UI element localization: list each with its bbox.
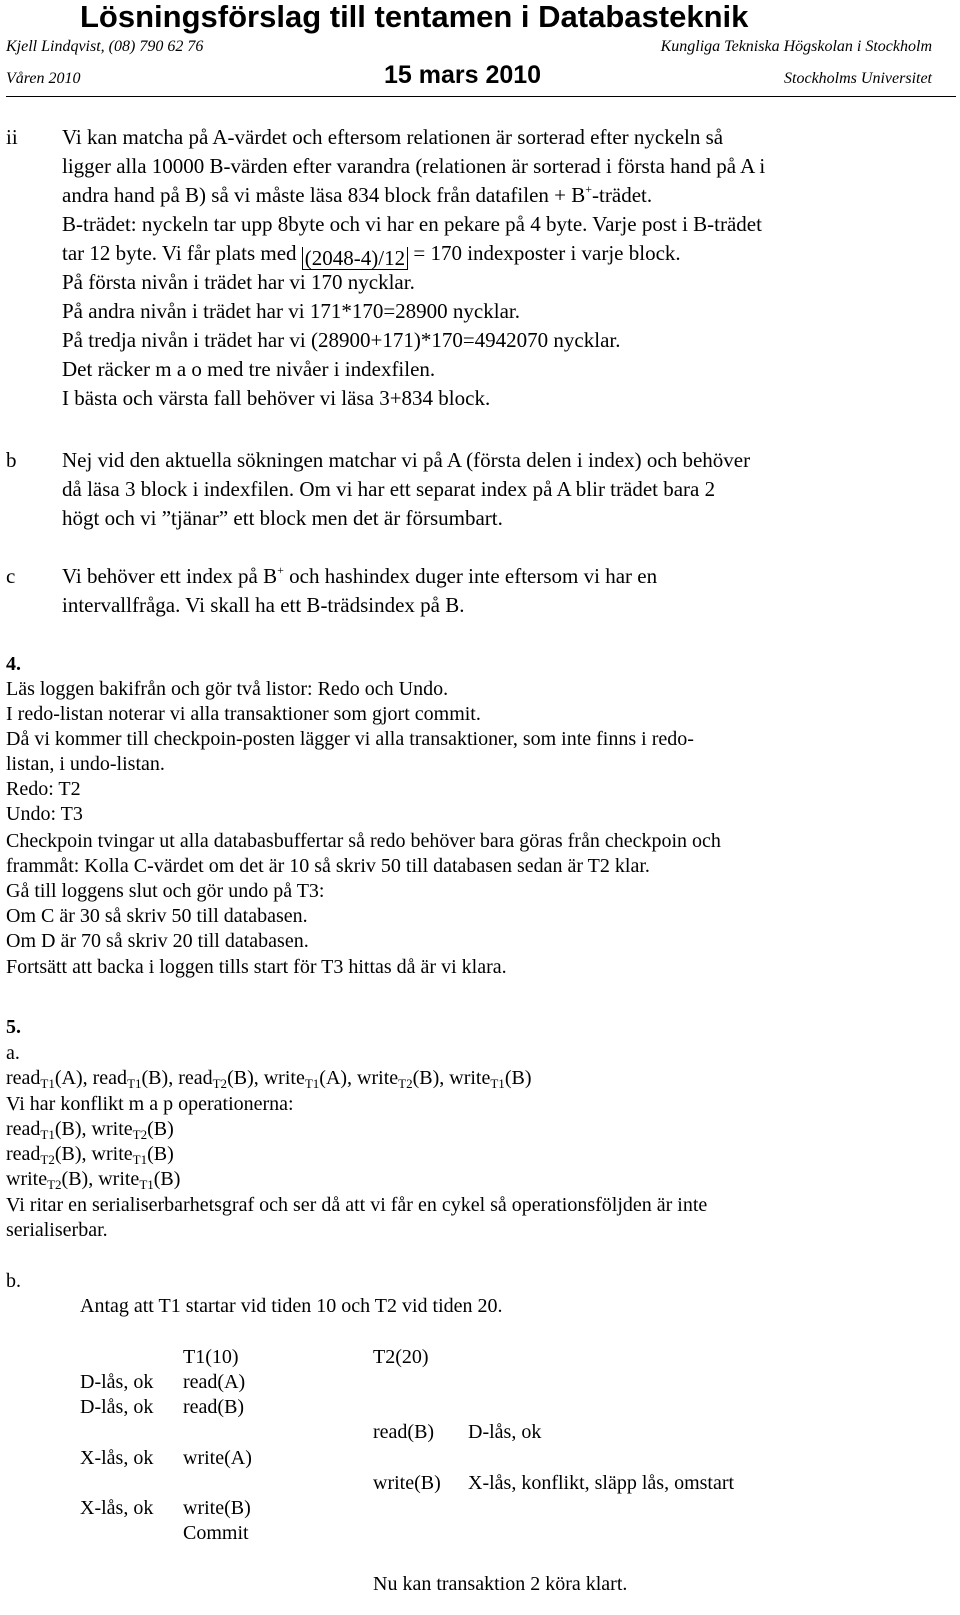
ii-line-5: tar 12 byte. Vi får plats med (2048-4)/12 = 170 indexposter i varje block. — [62, 241, 681, 270]
q4-line-11: Om D är 70 så skriv 20 till databasen. — [6, 930, 309, 952]
ii-line-7: På andra nivån i trädet har vi 171*170=28900 nycklar. — [62, 299, 520, 323]
ii-line-9: Det räcker m a o med tre nivåer i indexfilen. — [62, 357, 436, 381]
b-intro: Antag att T1 startar vid tiden 10 och T2 vid tiden 20. — [80, 1295, 503, 1317]
item-label-ii: ii — [6, 125, 18, 149]
conclusion-1: Vi ritar en serialiserbarhetsgraf och ser då att vi får en cykel så operationsföljden är inte — [6, 1194, 708, 1216]
q5-heading: 5. — [6, 1016, 21, 1038]
col-header-t1: T1(10) — [183, 1346, 239, 1368]
ii-line-1: Vi kan matcha på A-värdet och eftersom relationen är sorterad efter nyckeln så — [62, 125, 724, 149]
document-title: Lösningsförslag till tentamen i Databasteknik — [80, 0, 749, 34]
ii-line-6: På första nivån i trädet har vi 170 nycklar. — [62, 270, 415, 294]
ii-line-3: andra hand på B) så vi måste läsa 834 block från datafilen + B+-trädet. — [62, 182, 653, 207]
row4-op: write(A) — [183, 1447, 252, 1469]
q4-line-10: Om C är 30 så skriv 50 till databasen. — [6, 905, 308, 927]
q4-line-3: Då vi kommer till checkpoin-posten lägger vi alla transaktioner, som inte finns i redo- — [6, 728, 694, 750]
q4-line-5: Redo: T2 — [6, 778, 81, 800]
q4-line-6: Undo: T3 — [6, 803, 83, 825]
ii-line-8: På tredja nivån i trädet har vi (28900+171)*170=4942070 nycklar. — [62, 328, 621, 352]
school-kth: Kungliga Tekniska Högskolan i Stockholm — [660, 38, 932, 55]
conflict-1: read$_{T1}$(B), write$_{T2}$(B) — [6, 1118, 174, 1142]
conclusion-2: serialiserbar. — [6, 1219, 108, 1241]
item-label-b: b — [6, 448, 17, 472]
ii-line-10: I bästa och värsta fall behöver vi läsa 3+834 block. — [62, 386, 491, 410]
final-note: Nu kan transaktion 2 köra klart. — [373, 1573, 628, 1595]
row2-lock: D-lås, ok — [80, 1396, 154, 1418]
q5-b-label: b. — [6, 1270, 21, 1292]
ii-line-2: ligger alla 10000 B-värden efter varandra (relationen är sorterad i första hand på A i — [62, 154, 766, 178]
conflict-2: read$_{T2}$(B), write$_{T1}$(B) — [6, 1143, 174, 1167]
term-label: Våren 2010 — [6, 70, 81, 87]
school-su: Stockholms Universitet — [784, 70, 932, 87]
c-line-1: Vi behöver ett index på B+ och hashindex duger inte eftersom vi har en — [62, 563, 658, 588]
row2-op: read(B) — [183, 1396, 245, 1418]
row5-lock: X-lås, konflikt, släpp lås, omstart — [468, 1472, 735, 1494]
row7-op: Commit — [183, 1522, 249, 1544]
row4-lock: X-lås, ok — [80, 1447, 154, 1469]
row5-op: write(B) — [373, 1472, 441, 1494]
item-label-c: c — [6, 564, 16, 588]
b-line-2: då läsa 3 block i indexfilen. Om vi har ett separat index på A blir trädet bara 2 — [62, 477, 716, 501]
b-line-1: Nej vid den aktuella sökningen matchar vi på A (första delen i index) och behöver — [62, 448, 751, 472]
q4-heading: 4. — [6, 653, 21, 675]
header-rule — [6, 96, 956, 97]
row6-lock: X-lås, ok — [80, 1497, 154, 1519]
c-line-2: intervallfråga. Vi skall ha ett B-trädsindex på B. — [62, 593, 465, 617]
q5-a-label: a. — [6, 1042, 20, 1064]
q4-line-7: Checkpoin tvingar ut alla databasbuffertar så redo behöver bara göras från checkpoin och — [6, 830, 721, 852]
q4-line-2: I redo-listan noterar vi alla transaktioner som gjort commit. — [6, 703, 481, 725]
row3-lock: D-lås, ok — [468, 1421, 542, 1443]
conflict-3: write$_{T2}$(B), write$_{T1}$(B) — [6, 1168, 181, 1192]
row1-op: read(A) — [183, 1371, 246, 1393]
q4-line-9: Gå till loggens slut och gör undo på T3: — [6, 880, 325, 902]
exam-date: 15 mars 2010 — [384, 61, 542, 89]
row3-op: read(B) — [373, 1421, 435, 1443]
konflikt-intro: Vi har konflikt m a p operationerna: — [6, 1093, 294, 1115]
row6-op: write(B) — [183, 1497, 251, 1519]
q4-line-12: Fortsätt att backa i loggen tills start för T3 hittas då är vi klara. — [6, 956, 507, 978]
schedule-line: read$_{T1}$(A), read$_{T1}$(B), read$_{T2}$(B), write$_{T1}$(A), write$_{T2}$(B), write$_{T1}$(B) — [6, 1067, 532, 1091]
q4-line-1: Läs loggen bakifrån och gör två listor: Redo och Undo. — [6, 678, 449, 700]
q4-line-4: listan, i undo-listan. — [6, 753, 165, 775]
author-line: Kjell Lindqvist, (08) 790 62 76 — [6, 38, 204, 55]
q4-line-8: frammåt: Kolla C-värdet om det är 10 så skriv 50 till databasen sedan är T2 klar. — [6, 855, 650, 877]
col-header-t2: T2(20) — [373, 1346, 429, 1368]
row1-lock: D-lås, ok — [80, 1371, 154, 1393]
b-line-3: högt och vi ”tjänar” ett block men det är försumbart. — [62, 506, 503, 530]
ii-line-4: B-trädet: nyckeln tar upp 8byte och vi har en pekare på 4 byte. Varje post i B-trädet — [62, 212, 762, 236]
floor-expression: (2048-4)/12 — [302, 247, 408, 270]
